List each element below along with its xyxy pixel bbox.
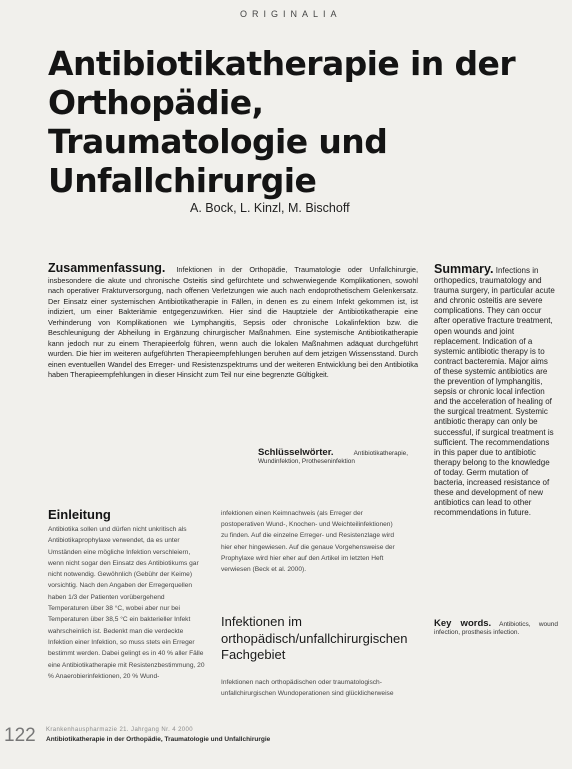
zusammenfassung-abstract [48,263,418,381]
zusammenfassung-text: Infektionen in der Orthopädie, Traumatologie oder Unfallchirurgie, insbesondere die akute und chronische Osteitis sind gefürchtete und schwerwiegende Komplikationen, sowohl nach operativer Frakturversorgung, nach offenen Verletzungen wie auch nach endoprothetischem Gelenkersatz. Der Einsatz einer systemischen Antibiotikatherapie in Fällen, in denen es zu einem Infekt gekommen ist, ist indiziert, um einer Bakteriämie entgegenzuwirken. Hier sind die Hauptziele der Antibiotikatherapie eine Verhinderung von Komplikationen wie Lymphangitis, Sepsis oder chronische Lokalinfektion bzw. die Beschleunigung der Abheilung in Ergänzung chirurgischer Maßnahmen. Eine systemische Antibiotikatherapie kann jedoch nur zu einem Therapieerfolg führen, wenn auch die lokalen Maßnahmen adäquat durchgeführt wurden. Die hier im weiteren aufgeführten Therapieempfehlungen beruhen auf dem jetzigen Wissensstand. Durch einen eventuellen Wandel des Erreger- und Resistenzspektrums und der weiteren Entwicklung bei den Antibiotika haben Therapieempfehlungen in dieser Hinsicht zum Teil nur eine begrenzte Gültigkeit. [48,265,419,380]
einleitung-text: Antibiotika sollen und dürfen nicht unkritisch als Antibiotikaprophylaxe verwendet, da es unter Umständen eine mögliche Infektion verschleiern, wenn nicht sogar den Einsatz des Antibiotikums gar nicht notwendig. Gewöhnlich (Gebühr der Keime) vorsichtig. Nach den Angaben der Erregerquellen haben 1/3 der Patienten vorübergehend Temperaturen über 38 °C, wobei aber nur bei Temperaturen über 38,5 °C ein bakterieller Infekt wahrscheinlich ist. Bedenkt man die verdeckte Infektion einer Infektion, so muss stets ein Erreger bestimmt werden. Dabei gelingt es in 40 % aller Fälle eine Antibiotikatherapie mit Resistenzbestimmung, 20 % Anaerobierinfektionen, 20 % Wund- [48,526,205,680]
summary-heading: Summary. [434,262,494,276]
key-words [434,620,558,638]
key-words-heading: Key words. [434,618,492,629]
article-title: Antibiotikatherapie in der Orthopädie, Traumatologie und Unfallchirurgie [48,44,515,200]
infektionen-heading: Infektionen im orthopädisch/unfallchirurgischen Fachgebiet [221,614,408,662]
key-words-text: Antibiotics, wound infection, prosthesis infection. [434,621,558,637]
authors: A. Bock, L. Kinzl, M. Bischoff [190,201,350,215]
middle-column-text: infektionen einen Keimnachweis (als Erreger der postoperativen Wund-, Knochen- und Weichteilinfektionen) zu finden. Auf die einzelne Erreger- und Resistenzlage wird hier eher hingewiesen. Auf die genaue Vorgehensweise der Prophylaxe wird hier eher auf den Artikel im letzten Heft verwiesen (Beck et al. 2000). [221,510,395,574]
section-label: ORIGINALIA [240,9,342,19]
journal-line: Krankenhauspharmazie 21. Jahrgang Nr. 4 2000 [46,727,194,733]
zusammenfassung-heading: Zusammenfassung. [48,261,166,275]
summary-abstract [434,264,556,518]
infektionen-text: Infektionen nach orthopädischen oder traumatologisch-unfallchirurgischen Wundoperationen sind glücklicherweise [221,679,394,698]
page-number: 122 [4,725,36,746]
schluesselwoerter [258,449,408,467]
einleitung-heading: Einleitung [48,507,111,522]
schluesselwoerter-text: Antibiotikatherapie, Wundinfektion, Protheseninfektion [258,450,408,466]
running-title: Antibiotikatherapie in der Orthopädie, Traumatologie und Unfallchirurgie [46,736,271,743]
schluesselwoerter-heading: Schlüsselwörter. [258,447,334,458]
summary-text: Infections in orthopedics, traumatology and trauma surgery, in particular acute and chronic osteitis are severe complications. They can occur after operative fracture treatment, open wounds and joint replacement. Indication of a systemic antibiotic therapy is to contract bacteremia. Major aims of these systemic antibiotics are the prevention of lymphangitis, sepsis or chronic local infection and the acceleration of healing of the surgical treatment. Systemic antibiotic therapy can only be successful, if surgical treatment is sufficient. The recommendations in this paper due to antibiotic therapy belong to the knowledge of today. Germ mutation of bacteria, increased resistance of these and development of new antibiotics can lead to other recommendations in future. [434,266,555,518]
